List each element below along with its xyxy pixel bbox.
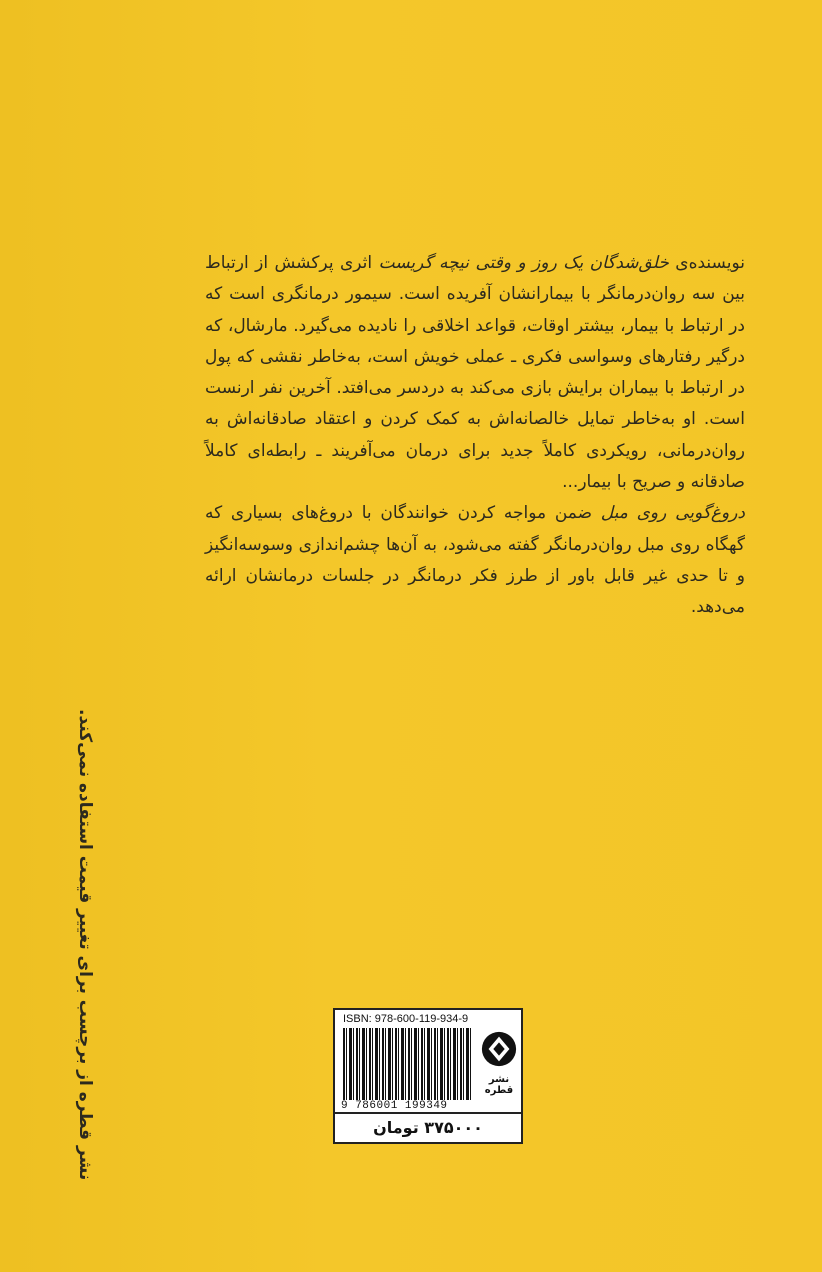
blurb-p1-body: اثری پرکشش از ارتباط بین سه روان‌درمانگر با بیمارانشان آفریده است. سیمور درمانگری است که در ارتباط با بیمار، بیشتر اوقات، قواعد اخلاقی را نادیده می‌گیرد. مارشال، که درگیر رفتارهای وسواسی فکری ـ عملی خویش است، به‌خاطر نقشی که پول در ارتباط با بیماران برایش بازی می‌کند به دردسر می‌افتد. آخرین نفر ارنست است. او به‌خاطر تمایل خالصانه‌اش به کمک کردن و اعتقاد صادقانه‌اش به روان‌درمانی، رویکردی کاملاً جدید برای درمان می‌آفریند ـ رابطه‌ای کاملاً صادقانه و صریح با بیمار... [205,253,745,493]
publisher-logo-icon [480,1030,518,1068]
barcode-panel [333,1008,523,1144]
blurb-p2-title: دروغ‌گویی روی مبل [600,503,745,524]
blurb-p1-title: خلق‌شدگان یک روز و وقتی نیچه گریست [378,253,669,273]
isbn-text: ISBN: 978-600-119-934-9 [343,1013,469,1025]
barcode-bars [343,1028,473,1100]
publisher-logo-label: نشر قطره [484,1074,514,1096]
blurb-p1-lead: نویسنده‌ی [668,253,745,273]
price-strip: ۳۷۵۰۰۰ تومان [335,1112,521,1142]
blurb-p2-body: ضمن مواجه کردن خوانندگان با دروغ‌های بسیاری که گهگاه روی مبل روان‌درمانگر گفته می‌شود، به آن‌ها چشم‌اندازی وسوسه‌انگیز و تا حدی غیر قابل باور از طرز فکر درمانگر در جلسات درمانشان ارائه می‌دهد. [205,503,745,618]
price-label-notice: نشر قطره از برچسب برای تغییر قیمت استفاده نمی‌کند. [75,708,95,1180]
blurb-paragraph-2 [205,498,745,623]
blurb-paragraph-1 [205,248,745,498]
barcode-digits: 9 786001 199349 [341,1100,448,1112]
back-cover-blurb [205,248,745,624]
